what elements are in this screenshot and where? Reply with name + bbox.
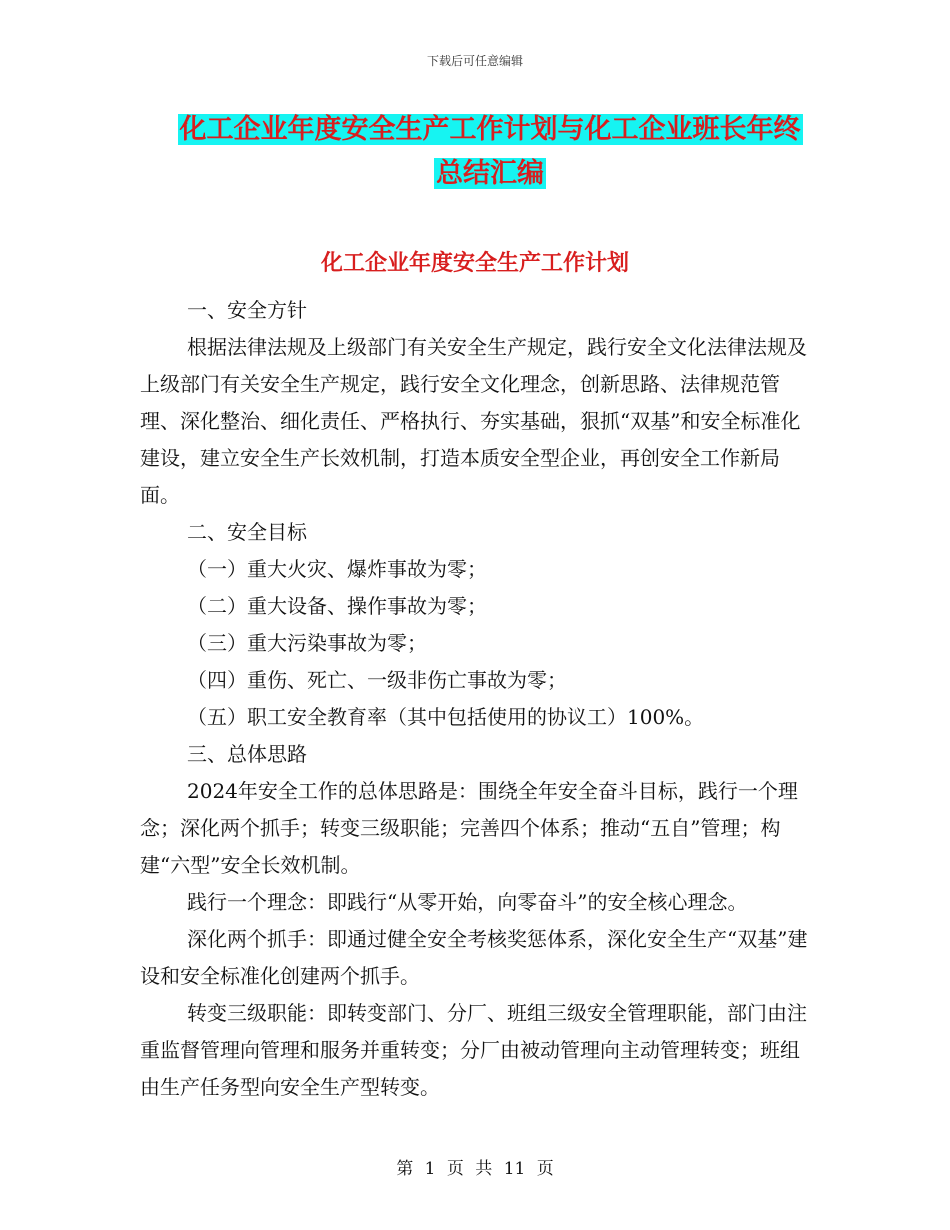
goal-item: （二）重大设备、操作事故为零； [187, 594, 487, 618]
heading-safety-goals: 二、安全目标 [187, 520, 307, 544]
paragraph-two-levers: 深化两个抓手：即通过健全安全考核奖惩体系，深化安全生产“双基”建设和安全标准化创建两个抓手。 [140, 927, 808, 988]
heading-safety-policy: 一、安全方针 [187, 298, 307, 322]
header-note: 下载后可任意编辑 [426, 54, 523, 68]
document-title-line-1: 化工企业年度安全生产工作计划与化工企业班长年终 [179, 114, 801, 145]
document-body [140, 292, 812, 1106]
document-title-line-2: 总结汇编 [436, 158, 544, 189]
goal-item: （五）职工安全教育率（其中包括使用的协议工）100%。 [187, 705, 705, 729]
paragraph-one-concept: 践行一个理念：即践行“从零开始，向零奋斗”的安全核心理念。 [187, 890, 748, 914]
page-number-footer: 第 1 页 共 11 页 [396, 1159, 554, 1179]
goal-item: （三）重大污染事故为零； [187, 631, 427, 655]
document-title [140, 108, 840, 196]
section-title: 化工企业年度安全生产工作计划 [320, 251, 629, 276]
paragraph-safety-policy: 根据法律法规及上级部门有关安全生产规定，践行安全文化法律法规及上级部门有关安全生产规定，践行安全文化理念，创新思路、法律规范管理、深化整治、细化责任、严格执行、夯实基础，狠抓“双基”和安全标准化建设，建立安全生产长效机制，打造本质安全型企业，再创安全工作新局面。 [140, 335, 807, 507]
paragraph-overall-approach: 2024年安全工作的总体思路是：围绕全年安全奋斗目标，践行一个理念；深化两个抓手；转变三级职能；完善四个体系；推动“五自”管理；构建“六型”安全长效机制。 [140, 779, 798, 877]
heading-overall-approach: 三、总体思路 [187, 742, 307, 766]
goal-item: （一）重大火灾、爆炸事故为零； [187, 557, 487, 581]
paragraph-three-level-functions: 转变三级职能：即转变部门、分厂、班组三级安全管理职能，部门由注重监督管理向管理和服务并重转变；分厂由被动管理向主动管理转变；班组由生产任务型向安全生产型转变。 [140, 1001, 807, 1099]
goal-item: （四）重伤、死亡、一级非伤亡事故为零； [187, 668, 567, 692]
